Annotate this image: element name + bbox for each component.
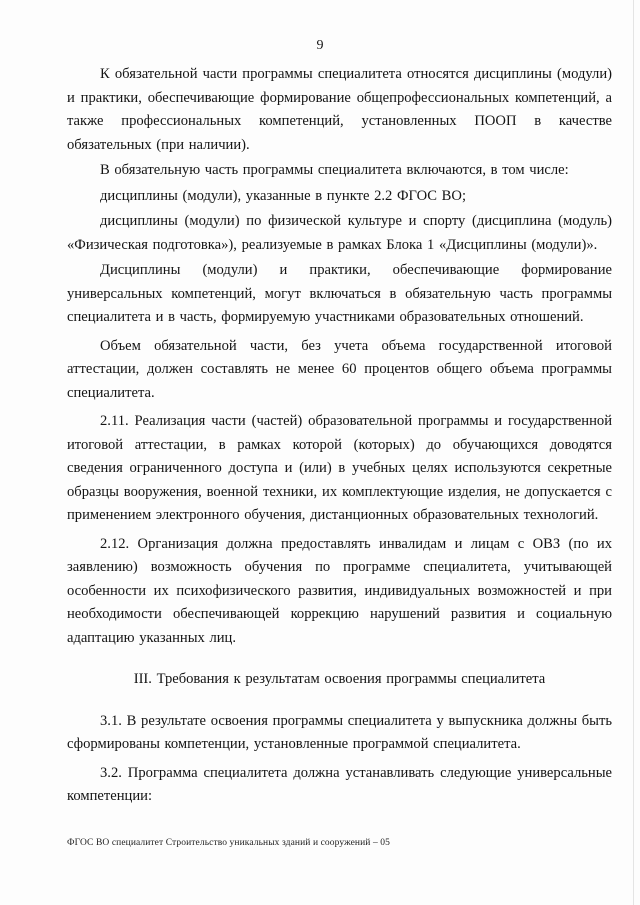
section-heading: III. Требования к результатам освоения программы специалитета [133, 671, 546, 687]
paragraph-disciplines-2-2: дисциплины (модули), указанные в пункте 2.2 ФГОС ВО; [100, 187, 467, 204]
paragraph-physical-culture: дисциплины (модули) по физической культуре и спорту (дисциплина (модуль) «Физическая подготовка»), реализуемые в рамках Блока 1 «Дисциплины (модули)». [67, 213, 612, 253]
paragraph-2-11: 2.11. Реализация части (частей) образовательной программы и государственной итоговой аттестации, в рамках которой (которых) до обучающихся доводятся сведения ограниченного доступа и (или) в учебных целях используются секретные образцы вооружения, военной техники, их комплектующие изделия, не допускается с применением электронного обучения, дистанционных образовательных технологий. [67, 413, 612, 523]
paragraph-2-12: 2.12. Организация должна предоставлять инвалидам и лицам с ОВЗ (по их заявлению) возможность обучения по программе специалитета, учитывающей особенности их психофизического развития, индивидуальных возможностей и при необходимости обеспечивающей коррекцию нарушений развития и социальную адаптацию указанных лиц. [67, 535, 612, 646]
paragraph-universal-competencies: Дисциплины (модули) и практики, обеспечивающие формирование универсальных компетенций, могут включаться в обязательную часть программы специалитета и в часть, формируемую участниками образовательных отношений. [67, 262, 612, 325]
paragraph-3-2: 3.2. Программа специалитета должна устанавливать следующие универсальные компетенции: [67, 764, 612, 804]
paragraph-3-1: 3.1. В результате освоения программы специалитета у выпускника должны быть сформированы компетенции, установленные программой специалитета. [67, 712, 612, 752]
document-body [67, 63, 612, 809]
paragraph-mandatory-includes: В обязательную часть программы специалитета включаются, в том числе: [100, 162, 569, 178]
page-number: 9 [316, 38, 324, 53]
page-edge-shadow [633, 0, 634, 905]
paragraph-mandatory-volume: Объем обязательной части, без учета объема государственной итоговой аттестации, должен составлять не менее 60 процентов общего объема программы специалитета. [67, 337, 612, 401]
paragraph-mandatory-part: К обязательной части программы специалитета относятся дисциплины (модули) и практики, обеспечивающие формирование общепрофессиональных компетенций, а также профессиональных компетенций, установленных ПООП в качестве обязательных (при наличии). [67, 66, 612, 153]
page-footer: ФГОС ВО специалитет Строительство уникальных зданий и сооружений – 05 [67, 838, 390, 848]
